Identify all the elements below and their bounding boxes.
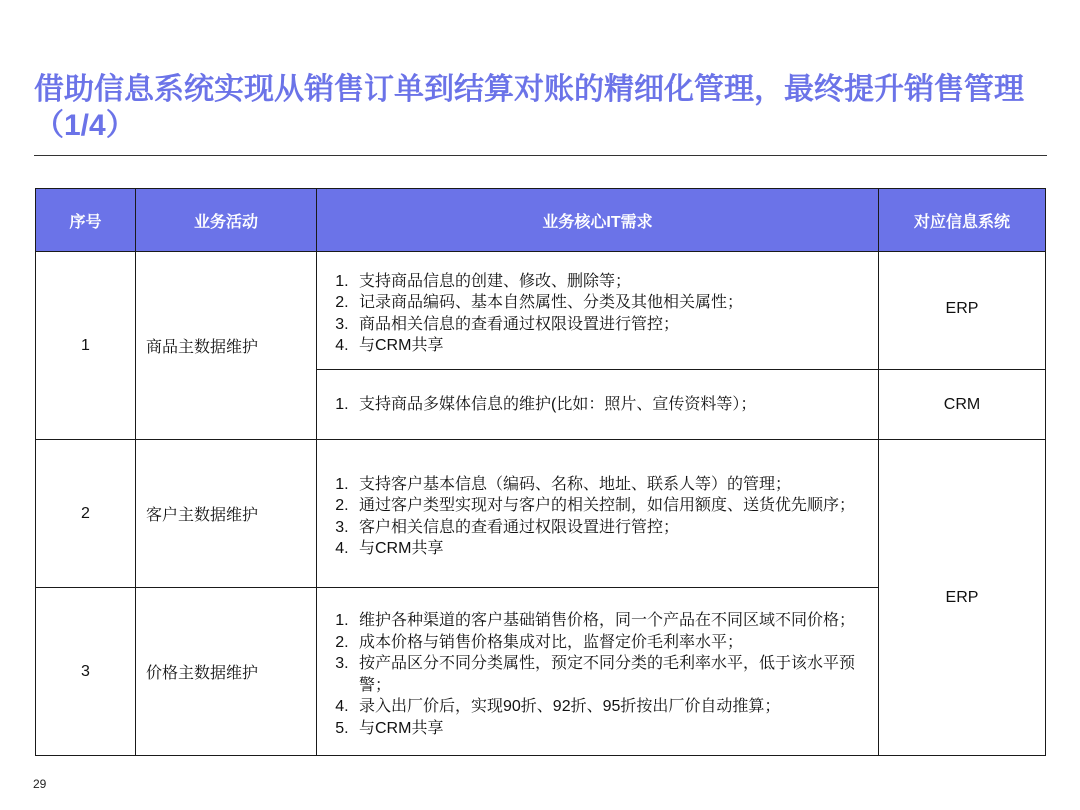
list-item: 2. 记录商品编码、基本自然属性、分类及其他相关属性； [353,292,864,314]
row-activity: 商品主数据维护 [136,252,317,440]
table-row [36,252,1046,370]
system-cell: ERP [879,440,1046,756]
requirements-cell [317,440,879,588]
system-cell: CRM [879,370,1046,440]
list-item: 1. 支持商品多媒体信息的维护(比如：照片、宣传资料等）； [353,394,864,416]
list-item: 3. 商品相关信息的查看通过权限设置进行管控； [353,314,864,336]
row-index: 1 [36,252,136,440]
row-activity: 客户主数据维护 [136,440,317,588]
list-item: 5. 与CRM共享 [353,718,864,740]
page-title: 借助信息系统实现从销售订单到结算对账的精细化管理，最终提升销售管理（1/4） [34,73,1024,142]
list-item: 1. 支持商品信息的创建、修改、删除等； [353,271,864,293]
requirements-cell [317,588,879,756]
table-header-row [36,189,1046,252]
requirements-list [327,474,864,560]
list-item: 4. 与CRM共享 [353,335,864,357]
header-system: 对应信息系统 [879,189,1046,252]
requirements-list [327,271,864,357]
list-item: 4. 与CRM共享 [353,538,864,560]
list-item: 1. 维护各种渠道的客户基础销售价格，同一个产品在不同区域不同价格； [353,610,864,632]
row-index: 2 [36,440,136,588]
list-item: 2. 成本价格与销售价格集成对比，监督定价毛利率水平； [353,632,864,654]
list-item: 1. 支持客户基本信息（编码、名称、地址、联系人等）的管理； [353,474,864,496]
header-requirements: 业务核心IT需求 [317,189,879,252]
row-activity: 价格主数据维护 [136,588,317,756]
list-item: 2. 通过客户类型实现对与客户的相关控制，如信用额度、送货优先顺序； [353,495,864,517]
page-number: 29 [33,777,47,791]
requirements-list [327,394,864,416]
header-activity: 业务活动 [136,189,317,252]
requirements-table [35,188,1046,756]
header-index: 序号 [36,189,136,252]
requirements-cell [317,252,879,370]
requirements-cell [317,370,879,440]
requirements-list [327,610,864,739]
system-cell: ERP [879,252,1046,370]
row-index: 3 [36,588,136,756]
list-item: 3. 按产品区分不同分类属性，预定不同分类的毛利率水平，低于该水平预警； [353,653,864,696]
title-divider [34,155,1047,156]
table-row [36,440,1046,588]
list-item: 3. 客户相关信息的查看通过权限设置进行管控； [353,517,864,539]
list-item: 4. 录入出厂价后，实现90折、92折、95折按出厂价自动推算； [353,696,864,718]
